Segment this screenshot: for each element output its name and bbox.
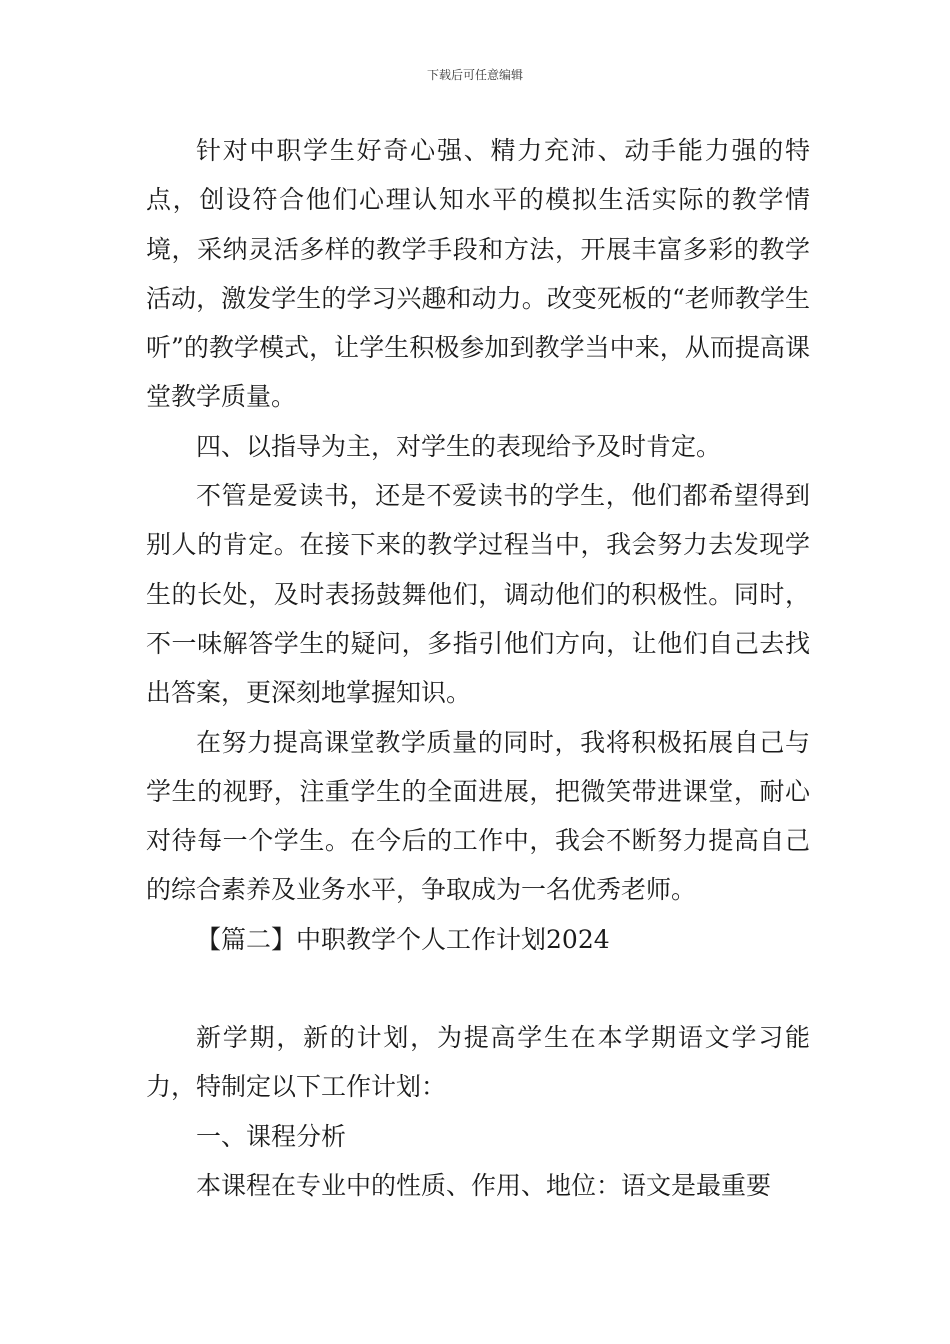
paragraph-course-nature: 本课程在专业中的性质、作用、地位：语文是最重要 [196, 1170, 772, 1200]
page-header-note: 下载后可任意编辑 [426, 68, 523, 82]
heading-course-analysis: 一、课程分析 [196, 1121, 347, 1151]
paragraph-teaching-situation: 针对中职学生好奇心强、精力充沛、动手能力强的特点，创设符合他们心理认知水平的模拟生活实际的教学情境，采纳灵活多样的教学手段和方法，开展丰富多彩的教学活动，激发学生的学习兴趣和动力。改变死板的“老师教学生听”的教学模式，让学生积极参加到教学当中来，从而提高课堂教学质量。 [146, 136, 810, 412]
heading-part-two: 【篇二】中职教学个人工作计划2024 [196, 924, 610, 954]
paragraph-affirmation: 不管是爱读书，还是不爱读书的学生，他们都希望得到别人的肯定。在接下来的教学过程当中，我会努力去发现学生的长处，及时表扬鼓舞他们，调动他们的积极性。同时，不一味解答学生的疑问，多指引他们方向，让他们自己去找出答案，更深刻地掌握知识。 [146, 481, 810, 708]
document-body [146, 126, 810, 1210]
paragraph-closing: 在努力提高课堂教学质量的同时，我将积极拓展自己与学生的视野，注重学生的全面进展，把微笑带进课堂，耐心对待每一个学生。在今后的工作中，我会不断努力提高自己的综合素养及业务水平，争取成为一名优秀老师。 [146, 727, 810, 905]
paragraph-new-semester: 新学期，新的计划，为提高学生在本学期语文学习能力，特制定以下工作计划： [146, 1023, 810, 1102]
heading-section-four: 四、以指导为主，对学生的表现给予及时肯定。 [196, 431, 722, 461]
blank-line [146, 964, 810, 1013]
